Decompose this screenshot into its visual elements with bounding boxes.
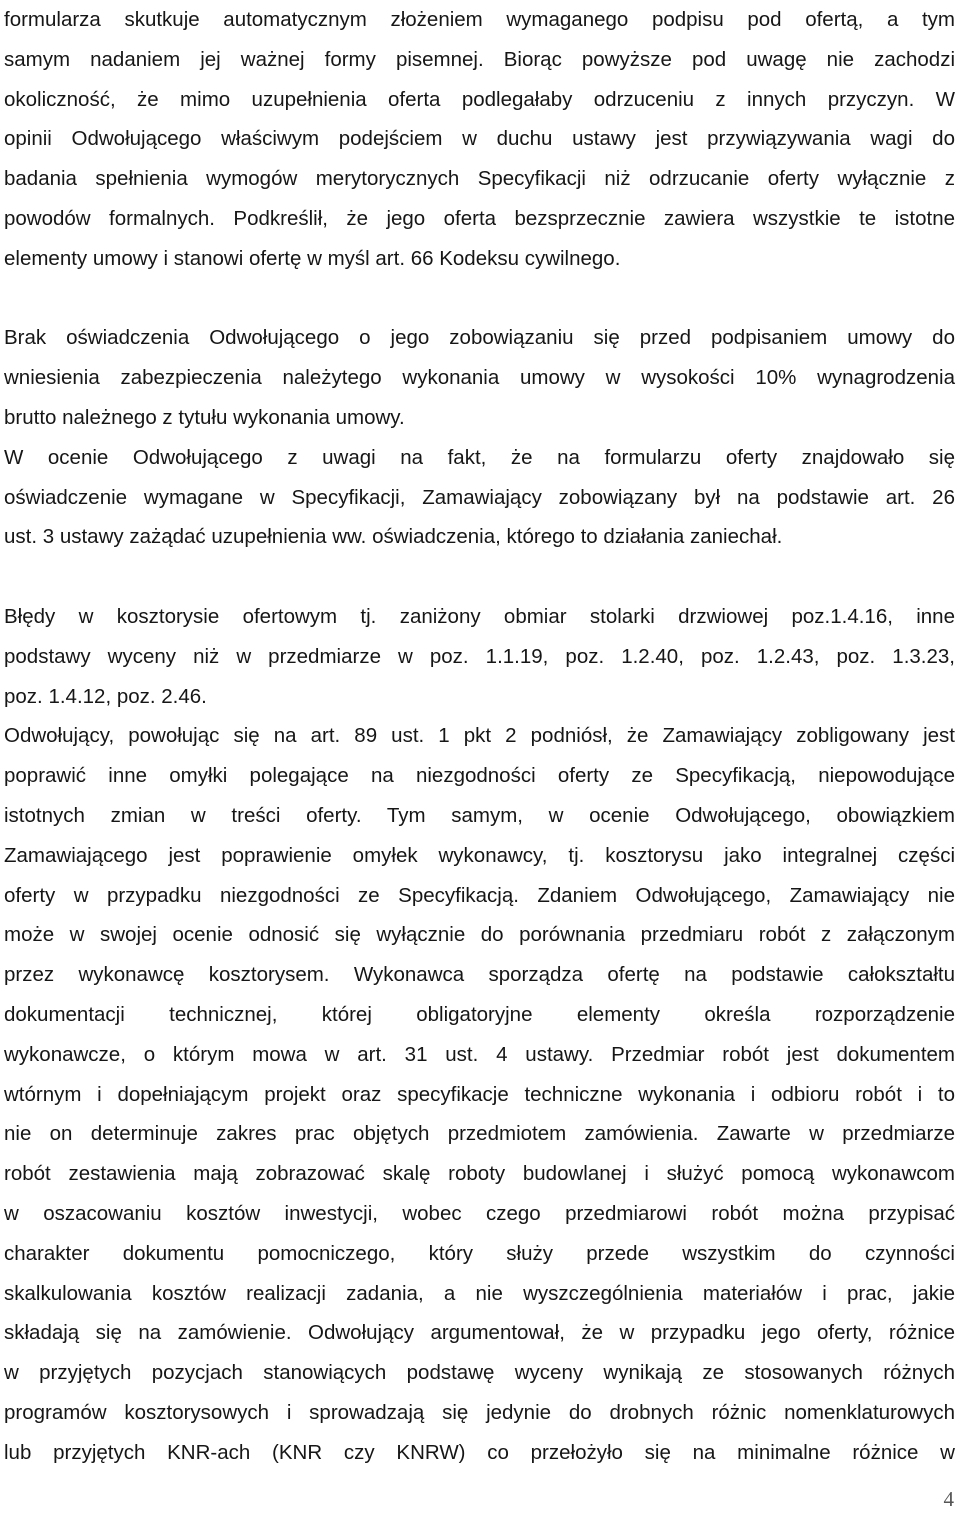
paragraph-line: badania spełnienia wymogów merytorycznych Specyfikacji niż odrzucanie oferty wyłącznie z [4, 167, 955, 191]
paragraph-line: poz. 1.4.12, poz. 2.46. [4, 684, 207, 708]
paragraph-line: dokumentacji technicznej, której obligatoryjne elementy określa rozporządzenie [4, 1002, 955, 1026]
paragraph-spacer [4, 279, 955, 319]
paragraph-line: opinii Odwołującego właściwym podejściem w duchu ustawy jest przywiązywania wagi do [4, 127, 955, 151]
page-number: 4 [943, 1487, 954, 1511]
paragraph-line: może w swojej ocenie odnosić się wyłącznie do porównania przedmiaru robót z załączonym [4, 923, 955, 947]
paragraph-line: skalkulowania kosztów realizacji zadania, a nie wyszczególnienia materiałów i prac, jakie [4, 1281, 955, 1305]
paragraph-line: poprawić inne omyłki polegające na niezgodności oferty ze Specyfikacją, niepowodujące [4, 764, 955, 788]
paragraph-line: lub przyjętych KNR-ach (KNR czy KNRW) co przełożyło się na minimalne różnice w [4, 1440, 955, 1464]
paragraph-line: przez wykonawcę kosztorysem. Wykonawca sporządza ofertę na podstawie całokształtu [4, 963, 955, 987]
paragraph-line: programów kosztorysowych i sprowadzają się jedynie do drobnych różnic nomenklaturowych [4, 1400, 955, 1424]
paragraph [4, 716, 955, 1472]
paragraph-line: samym nadaniem jej ważnej formy pisemnej. Biorąc powyższe pod uwagę nie zachodzi [4, 47, 955, 71]
paragraph-line: oświadczenie wymagane w Specyfikacji, Zamawiający zobowiązany był na podstawie art. 26 [4, 485, 955, 509]
paragraph-line: składają się na zamówienie. Odwołujący argumentował, że w przypadku jego oferty, różnice [4, 1321, 955, 1345]
paragraph [4, 438, 955, 557]
paragraph [4, 318, 955, 437]
paragraph-line: istotnych zmian w treści oferty. Tym samym, w ocenie Odwołującego, obowiązkiem [4, 803, 955, 827]
document-page [4, 0, 955, 1472]
paragraph-line: ust. 3 ustawy zażądać uzupełnienia ww. oświadczenia, którego to działania zaniechał. [4, 525, 783, 549]
paragraph-line: w przyjętych pozycjach stanowiących podstawę wyceny wynikają ze stosowanych różnych [4, 1361, 955, 1385]
paragraph-line: wykonawcze, o którym mowa w art. 31 ust. 4 ustawy. Przedmiar robót jest dokumentem [4, 1042, 955, 1066]
paragraph-line: nie on determinuje zakres prac objętych przedmiotem zamówienia. Zawarte w przedmiarze [4, 1122, 955, 1146]
paragraph-line: brutto należnego z tytułu wykonania umowy. [4, 405, 405, 429]
paragraph-line: okoliczność, że mimo uzupełnienia oferta podlegałaby odrzuceniu z innych przyczyn. W [4, 87, 955, 111]
paragraph-line: wtórnym i dopełniającym projekt oraz specyfikacje techniczne wykonania i odbioru robót i to [4, 1082, 955, 1106]
paragraph-line: oferty w przypadku niezgodności ze Specyfikacją. Zdaniem Odwołującego, Zamawiający nie [4, 883, 955, 907]
paragraph-line: powodów formalnych. Podkreślił, że jego oferta bezsprzecznie zawiera wszystkie te istotne [4, 206, 955, 230]
paragraph-line: W ocenie Odwołującego z uwagi na fakt, że na formularzu oferty znajdowało się [4, 445, 955, 469]
paragraph-line: robót zestawienia mają zobrazować skalę roboty budowlanej i służyć pomocą wykonawcom [4, 1162, 955, 1186]
paragraph [4, 0, 955, 279]
paragraph-spacer [4, 557, 955, 597]
paragraph [4, 597, 955, 716]
paragraph-line: Brak oświadczenia Odwołującego o jego zobowiązaniu się przed podpisaniem umowy do [4, 326, 955, 350]
paragraph-line: Odwołujący, powołując się na art. 89 ust. 1 pkt 2 podniósł, że Zamawiający zobligowany jest [4, 724, 955, 748]
paragraph-line: formularza skutkuje automatycznym złożeniem wymaganego podpisu pod ofertą, a tym [4, 8, 955, 31]
paragraph-line: wniesienia zabezpieczenia należytego wykonania umowy w wysokości 10% wynagrodzenia [4, 366, 955, 390]
paragraph-line: elementy umowy i stanowi ofertę w myśl art. 66 Kodeksu cywilnego. [4, 246, 621, 270]
paragraph-line: w oszacowaniu kosztów inwestycji, wobec czego przedmiarowi robót można przypisać [4, 1201, 955, 1225]
paragraph-line: Zamawiającego jest poprawienie omyłek wykonawcy, tj. kosztorysu jako integralnej części [4, 843, 955, 867]
paragraph-line: Błędy w kosztorysie ofertowym tj. zaniżony obmiar stolarki drzwiowej poz.1.4.16, inne [4, 604, 955, 628]
paragraph-line: charakter dokumentu pomocniczego, który służy przede wszystkim do czynności [4, 1241, 955, 1265]
paragraph-line: podstawy wyceny niż w przedmiarze w poz. 1.1.19, poz. 1.2.40, poz. 1.2.43, poz. 1.3.23, [4, 644, 955, 668]
